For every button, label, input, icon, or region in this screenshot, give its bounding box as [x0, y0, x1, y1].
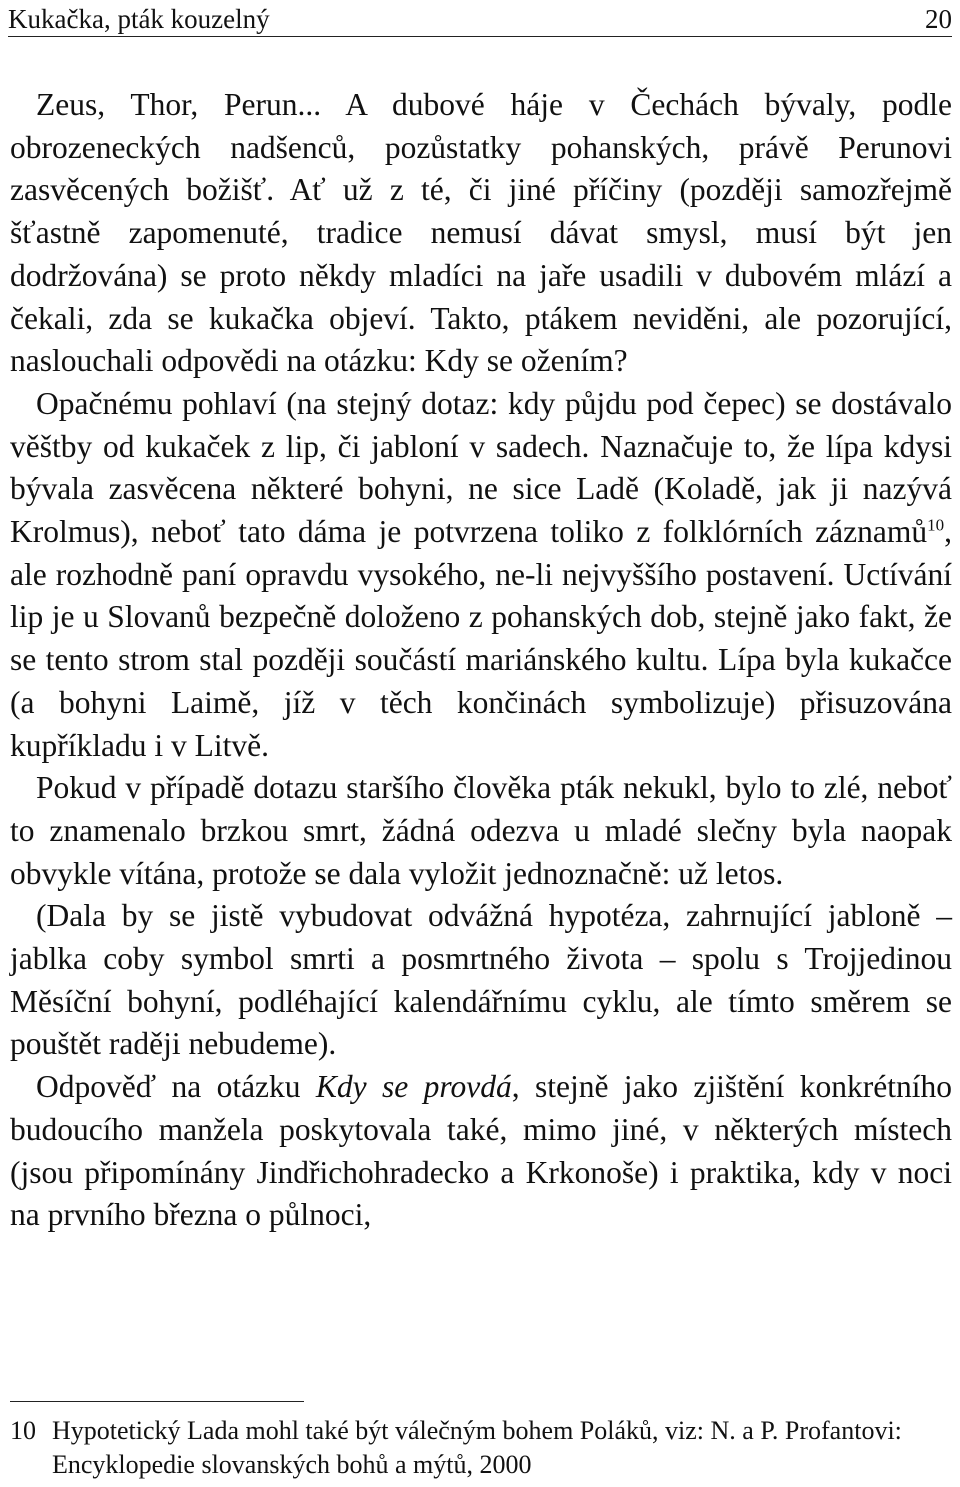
paragraph-1: [10, 84, 952, 383]
italic-phrase: Kdy se provdá: [315, 1069, 512, 1105]
paragraph-3: [10, 767, 952, 895]
paragraph-4: [10, 895, 952, 1066]
footnote: [10, 1414, 952, 1482]
footnote-separator: [10, 1401, 304, 1402]
paragraph-text: , ale rozhodně paní opravdu vysokého, ne-li nejvyššího postavení. Uctívání lip je u Slovanů bezpečně doloženo z pohanských dob, stejně jako fakt, že se tento strom stal později součástí mariánského kultu. Lípa byla kukačce (a bohyni Laimě, jíž v těch končinách symbolizuje) přisuzována kupříkladu i v Litvě.: [10, 514, 952, 763]
running-header: [8, 2, 952, 37]
page-number: 20: [925, 4, 952, 34]
footnote-number: 10: [10, 1416, 36, 1445]
paragraph-text: (Dala by se jistě vybudovat odvážná hypotéza, zahrnující jabloně – jablka coby symbol smrti a posmrtného života – spolu s Trojjedinou Měsíční bohyní, podléhající kalendářnímu cyklu, ale tímto směrem se pouštět raději nebudeme).: [10, 898, 952, 1062]
paragraph-text: , stejně jako zjištění konkrétního budoucího manžela poskytovala také, mimo jiné, v některých místech (jsou připomínány Jindřichohradecko a Krkonoše) i praktika, kdy v noci na prvního března o půlnoci,: [10, 1069, 952, 1233]
paragraph-text: Opačnému pohlaví (na stejný dotaz: kdy půjdu pod čepec) se dostávalo věštby od kukaček z lip, či jabloní v sadech. Naznačuje to, že lípa kdysi bývala zasvěcena některé bohyni, ne sice Ladě (Koladě, jak ji nazývá Krolmus), neboť tato dáma je potvrzena toliko z folklórních záznamů: [10, 385, 952, 550]
paragraph-5: [10, 1066, 952, 1237]
paragraph-text: Pokud v případě dotazu staršího člověka pták nekukl, bylo to zlé, neboť to znamenalo brzkou smrt, žádná odezva u mladé slečny byla naopak obvykle vítána, protože se dala vyložit jednoznačně: už letos.: [10, 770, 952, 891]
main-text: [10, 84, 952, 1237]
running-title: Kukačka, pták kouzelný: [8, 4, 270, 34]
footnote-reference: 10: [927, 515, 945, 535]
footnote-text: Hypotetický Lada mohl také být válečným bohem Poláků, viz: N. a P. Profantovi: Encyklopedie slovanských bohů a mýtů, 2000: [52, 1416, 902, 1479]
paragraph-text: Odpověď na otázku: [36, 1069, 316, 1105]
paragraph-2: [10, 383, 952, 767]
paragraph-text: Zeus, Thor, Perun... A dubové háje v Čechách bývaly, podle obrozeneckých nadšenců, pozůstatky pohanských, právě Perunovi zasvěcených božišť. Ať už z té, či jiné příčiny (později samozřejmě šťastně zapomenuté, tradice nemusí dávat smysl, musí být jen dodržována) se proto někdy mladíci na jaře usadili v dubovém mlází a čekali, zda se kukačka objeví. Takto, ptákem neviděni, ale pozorující, naslouchali odpovědi na otázku: Kdy se ožením?: [10, 87, 952, 379]
